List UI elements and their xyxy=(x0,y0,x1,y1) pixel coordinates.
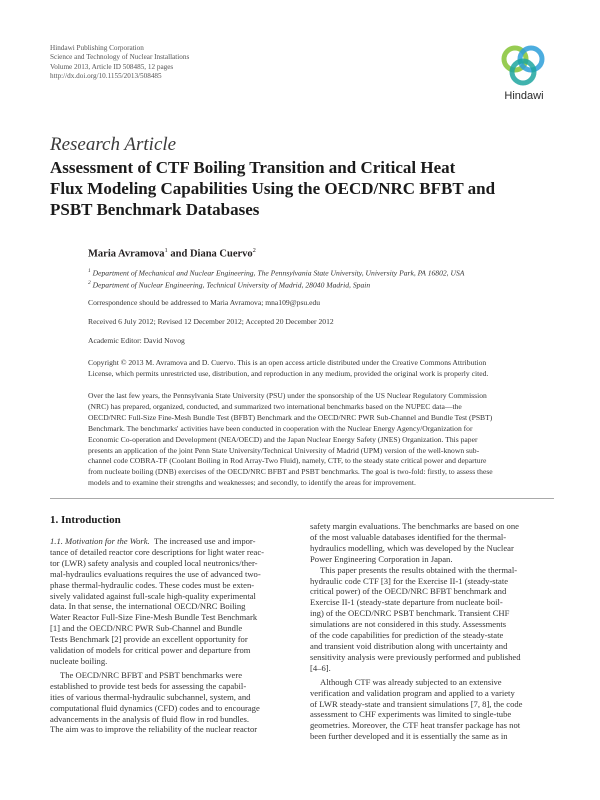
text-line: Economic Co-operation and Development (NEA/OECD) and the Japan Nuclear Energy Safety (JNES) Organization. This paper xyxy=(88,434,478,444)
correspondence: Correspondence should be addressed to Maria Avramova; mna109@psu.edu xyxy=(88,298,321,307)
text-line: This paper presents the results obtained with the thermal- xyxy=(320,564,518,575)
text-line: from nucleate boiling (DNB) exercises of the OECD/NRC BFBT and PSBT benchmarks. The goal is two-fold: firstly, to assess these xyxy=(88,467,493,477)
section-heading: 1. Introduction xyxy=(50,514,121,526)
text-line: Water Reactor Full-Size Fine-Mesh Bundle Test Benchmark xyxy=(50,612,258,623)
page-title xyxy=(50,157,520,220)
text-line: [1] and the OECD/NRC PWR Sub-Channel and Bundle xyxy=(50,623,243,634)
hindawi-rings-icon xyxy=(500,44,548,88)
text-line: safety margin evaluations. The benchmarks are based on one xyxy=(310,521,519,531)
authors xyxy=(88,247,256,260)
divider xyxy=(50,498,554,499)
text-line: 1.1. Motivation for the Work. The increased use and impor- xyxy=(50,536,256,546)
article-type: Research Article xyxy=(50,134,177,155)
text-line: simulations are not considered in this study. Assessments xyxy=(310,619,507,630)
text-line: phase thermal-hydraulic codes. These codes must be exten- xyxy=(50,579,255,590)
text-line: License, which permits unrestricted use, distribution, and reproduction in any medium, provided the original work is properly cited. xyxy=(88,368,489,378)
text-line: presents an application of the joint Penn State University/Technical University of Madrid (UPM) version of the well-known sub- xyxy=(88,445,480,455)
affiliation-mark: 1 xyxy=(88,268,91,274)
publisher: Hindawi Publishing Corporation xyxy=(50,44,144,52)
affiliation-mark: 2 xyxy=(88,280,91,286)
title-line: Flux Modeling Capabilities Using the OECD/NRC BFBT and xyxy=(50,179,496,198)
text-line: data. In that sense, the international OECD/NRC Boiling xyxy=(50,601,246,612)
text-line: Tests Benchmark [2] provide an excellent opportunity for xyxy=(50,634,248,645)
author-name[interactable]: Maria Avramova xyxy=(88,248,165,260)
text-line: The aim was to improve the reliability of the nuclear reactor xyxy=(50,724,258,735)
title-line: PSBT Benchmark Databases xyxy=(50,200,260,219)
affiliation: $^1$ Department of Mechanical and Nuclear Engineering, The Pennsylvania State University, University Park, PA 16802, USA xyxy=(88,268,465,278)
journal-name: Science and Technology of Nuclear Installations xyxy=(50,53,190,62)
hindawi-logo xyxy=(494,44,554,106)
left-column xyxy=(50,536,290,735)
text-line: sensitivity analysis were previously performed and published xyxy=(310,651,521,662)
text-line: computational fluid dynamics (CFD) codes and to encourage xyxy=(50,702,260,713)
text-line: Over the last few years, the Pennsylvania State University (PSU) under the sponsorship of the US Nuclear Regulatory Commission xyxy=(88,391,487,400)
text-line: critical power) of the OECD/NRC BFBT benchmark and xyxy=(310,586,507,597)
text-line: advancements in the analysis of fluid flow in rod bundles. xyxy=(50,713,250,724)
text-line: Copyright © 2013 M. Avramova and D. Cuervo. This is an open access article distributed under the Creative Commons Attribution xyxy=(88,358,487,367)
text-line: nucleate boiling. xyxy=(50,655,108,666)
academic-editor: Academic Editor: David Novog xyxy=(88,336,185,345)
right-column xyxy=(310,521,550,742)
text-line: Benchmark. The benchmarks' activities have been conducted in cooperation with the Nuclear Energy Agency/Organization for xyxy=(88,423,473,433)
text-line: models and to examine their strengths and weaknesses; and secondly, to identify the areas for improvement. xyxy=(88,478,416,488)
subsection-heading: 1.1. Motivation for the Work. xyxy=(50,536,150,546)
text-line: assessment to CHF experiments was limited to single-tube xyxy=(310,709,512,720)
volume-info: Volume 2013, Article ID 508485, 12 pages xyxy=(50,62,174,71)
text-line: established to provide test beds for assessing the capabil- xyxy=(50,680,247,691)
text-line: [4–6]. xyxy=(310,662,331,673)
text-line: Exercise II-1 (steady-state departure from nucleate boil- xyxy=(310,597,503,608)
text-line: of the code capabilities for prediction of the steady-state xyxy=(310,630,504,641)
text-line: Although CTF was already subjected to an extensive xyxy=(320,676,502,687)
text-line: (NRC) has prepared, organized, conducted, and summarized two international benchmarks based on the NUPEC data—the xyxy=(88,401,462,411)
title-line: Assessment of CTF Boiling Transition and Critical Heat xyxy=(50,158,456,177)
doi-link[interactable]: http://dx.doi.org/10.1155/2013/508485 xyxy=(50,72,162,81)
affiliation-mark: 1 xyxy=(164,247,168,254)
text-line: ing) of the OECD/NRC PSBT benchmark. Transient CHF xyxy=(310,608,510,619)
logo-text: Hindawi xyxy=(504,90,544,102)
text-line: ities of various thermal-hydraulic subchannel, system, and xyxy=(50,691,251,702)
text-line: mal-hydraulics evaluations requires the use of advanced two- xyxy=(50,568,261,579)
text-line: of LWR steady-state and transient simulations [7, 8], the code xyxy=(310,698,523,709)
journal-info xyxy=(50,44,189,82)
author-joiner: and xyxy=(167,248,190,260)
affiliation: $^2$ Department of Nuclear Engineering, Technical University of Madrid, 28040 Madrid, Spain xyxy=(88,280,371,290)
text-line: been further developed and it is essentially the same as in xyxy=(310,731,508,742)
text-line: channel code COBRA-TF (Coolant Boiling in Rod Array-Two Fluid), namely, CTF, to the steady state critical power and departure xyxy=(88,456,487,466)
text-line: hydraulic code CTF [3] for the Exercise II-1 (steady-state xyxy=(310,575,509,586)
text-line: The OECD/NRC BFBT and PSBT benchmarks were xyxy=(60,669,243,680)
text-line: hydraulics modelling, which was developed by the Nuclear xyxy=(310,542,514,553)
text-line: tance of detailed reactor core descriptions for light water reac- xyxy=(50,546,265,557)
text-line: geometries. Moreover, the CTF heat transfer package has not xyxy=(310,720,521,731)
abstract xyxy=(88,391,554,489)
text-line: Power Engineering Corporation in Japan. xyxy=(310,553,453,564)
text-line: tor (LWR) safety analysis and coupled local neutronics/ther- xyxy=(50,557,258,568)
copyright-notice xyxy=(88,358,554,380)
author-name[interactable]: Diana Cuervo xyxy=(189,248,253,260)
text-line: verification and validation program and applied to a variety xyxy=(310,687,515,698)
text-line: of the most valuable databases identified for the thermal- xyxy=(310,531,507,542)
text-line: validation of models for critical power and departure from xyxy=(50,645,251,656)
article-dates: Received 6 July 2012; Revised 12 December 2012; Accepted 20 December 2012 xyxy=(88,317,334,326)
text-line: sively validated against full-scale high-quality experimental xyxy=(50,590,256,601)
affiliation-mark: 2 xyxy=(252,247,256,254)
text-line: and transient void distribution along with uncertainty and xyxy=(310,640,508,651)
text-line: OECD/NRC Full-Size Fine-Mesh Bundle Test (BFBT) Benchmark and the OECD/NRC PWR Sub-Channel and Bundle Test (PSBT) xyxy=(88,412,493,422)
